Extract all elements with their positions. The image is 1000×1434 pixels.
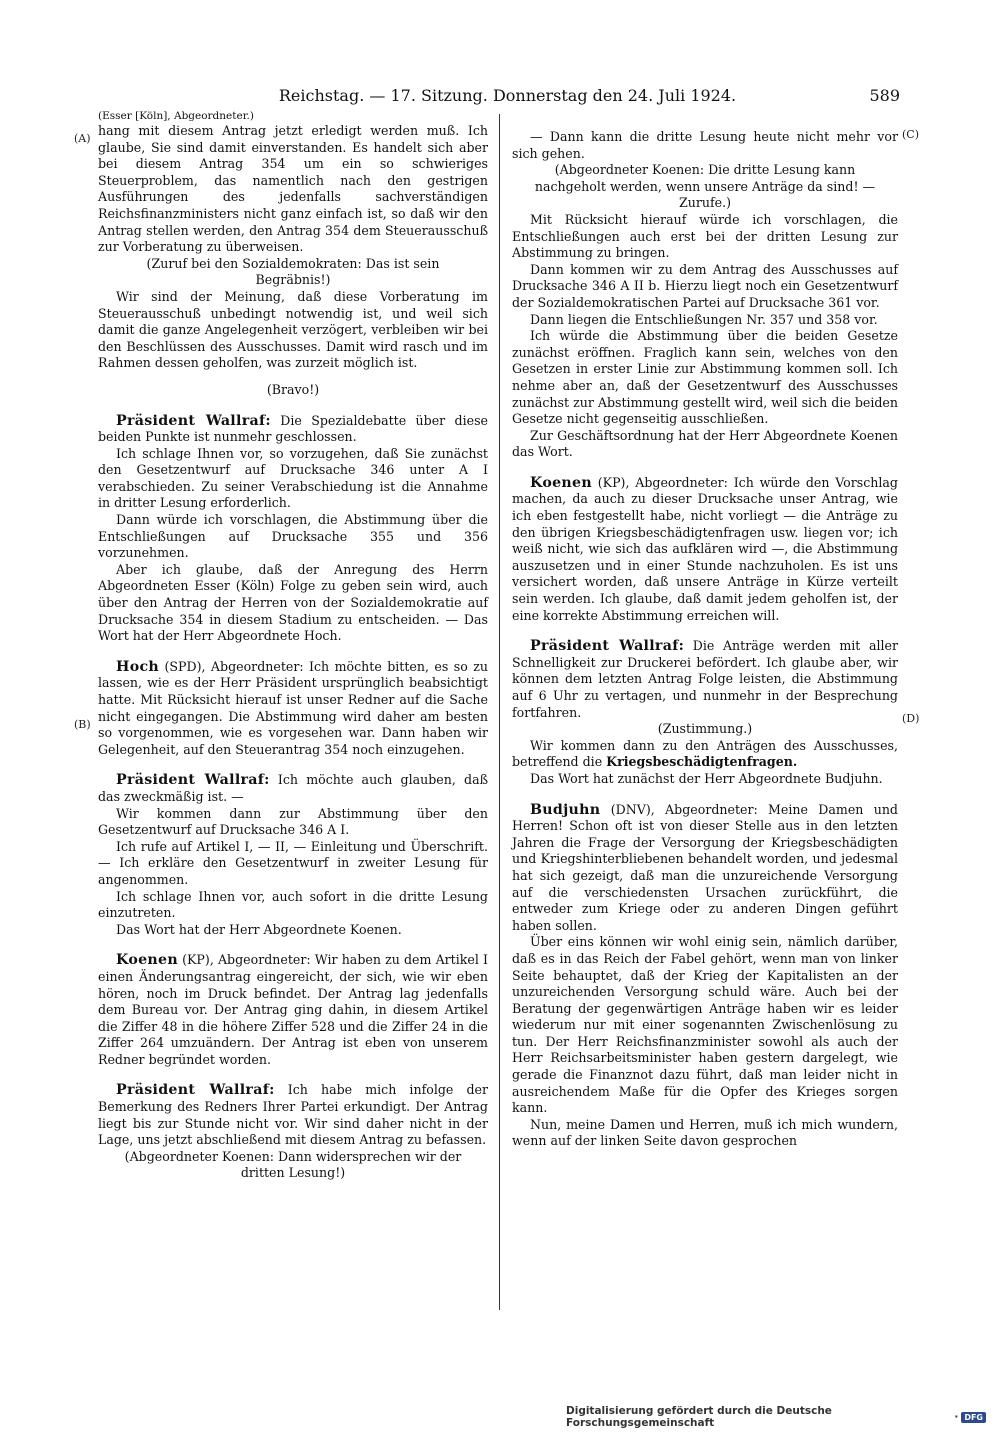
paragraph: hang mit diesem Antrag jetzt erledigt werden muß. Ich glaube, Sie sind damit einverstanden. Es handelt sich aber bei diesem Antrag 354 um ein so schwieriges Steuerproblem, das namentlich nach den gestrigen Ausführungen des jedenfalls sachverständigen Reichsfinanzministers nicht ganz einfach ist, so daß wir den Antrag stellen werden, den Antrag 354 dem Steuerausschuß zur Vorberatung zu überweisen. bbox=[98, 123, 488, 255]
speaker-name: Präsident Wallraf: bbox=[530, 638, 685, 655]
speaker-name: Präsident Wallraf: bbox=[116, 412, 271, 429]
interjection: (Zuruf bei den Sozialdemokraten: Das ist sein Begräbnis!) bbox=[146, 255, 440, 288]
speech-paragraph bbox=[98, 772, 488, 805]
speech-paragraph bbox=[512, 802, 898, 935]
paragraph: Wir sind der Meinung, daß diese Vorberatung im Steuerausschuß unbedingt notwendig ist, und weil sich damit die ganze Angelegenheit verzögert, verbleiben wir bei den Beschlüssen des Ausschusses. Damit wird rasch und im Rahmen dessen geholfen, was zurzeit möglich ist. bbox=[98, 288, 488, 371]
speech-text: Die Spezialdebatte über diese beiden Punkte ist nunmehr geschlossen. bbox=[98, 412, 489, 445]
speaker-name: Koenen bbox=[530, 474, 592, 491]
paragraph: — Dann kann die dritte Lesung heute nicht mehr vor sich gehen. bbox=[512, 129, 898, 161]
speech-text: Die Anträge werden mit aller Schnelligkeit zur Druckerei befördert. Ich glaube aber, wir können dem letzten Antrag Folge leisten, die Abstimmung auf 6 Uhr zu vertagen, und nunmehr in der Besprechung fortfahren. bbox=[512, 638, 899, 720]
paragraph: Zur Geschäftsordnung hat der Herr Abgeordnete Koenen das Wort. bbox=[512, 427, 898, 460]
paragraph: Dann liegen die Entschließungen Nr. 357 und 358 vor. bbox=[530, 311, 878, 327]
dfg-logo: DFG bbox=[961, 1412, 986, 1423]
speech-text: (KP), Abgeordneter: Ich würde den Vorschlag machen, da auch zu dieser Drucksache unser Antrag, wie ich eben festgestellt habe, nicht vorliegt — die Anträge zu den übrigen Kriegsbeschädigtenfragen usw. liegen vor; ich weiß nicht, wie sich das aufklären wird —, die Abstimmung auszusetzen und in einer Stunde nachzuholen. Es ist uns versichert worden, daß unsere Anträge in Kürze verteilt sein werden. Ich glaube, daß damit jedem geholfen ist, der eine korrekte Abstimmung erreichen will. bbox=[512, 474, 898, 623]
speaker-name: Präsident Wallraf: bbox=[116, 1082, 275, 1099]
page-header bbox=[115, 86, 900, 108]
page-number: 589 bbox=[869, 86, 900, 105]
paragraph: Dann würde ich vorschlagen, die Abstimmung über die Entschließungen auf Drucksache 355 und 356 vorzunehmen. bbox=[98, 512, 488, 561]
speech-text: Ich habe mich infolge der Bemerkung des Redners Ihrer Partei erkundigt. Der Antrag liegt bis zur Stunde nicht vor. Wir sind daher nicht in der Lage, uns jetzt abschließend mit diesem Antrag zu befassen. bbox=[98, 1082, 488, 1148]
speaker-name: Koenen bbox=[116, 952, 178, 969]
speech-paragraph bbox=[98, 413, 488, 446]
interjection: (Bravo!) bbox=[266, 381, 320, 397]
paragraph: Nun, meine Damen und Herren, muß ich mich wundern, wenn auf der linken Seite davon gesprochen bbox=[512, 1116, 898, 1149]
paragraph: Wir kommen dann zur Abstimmung über den Gesetzentwurf auf Drucksache 346 A I. bbox=[98, 805, 488, 838]
paragraph: Mit Rücksicht hierauf würde ich vorschlagen, die Entschließungen auch erst bei der dritten Lesung zur Abstimmung zu bringen. bbox=[512, 211, 898, 261]
interjection: (Zustimmung.) bbox=[657, 721, 753, 737]
column-divider bbox=[499, 114, 500, 1310]
footer-text: Digitalisierung gefördert durch die Deutsche Forschungsgemeinschaft bbox=[566, 1405, 832, 1429]
margin-marker-c: (C) bbox=[902, 128, 919, 141]
paragraph: Aber ich glaube, daß der Anregung des Herrn Abgeordneten Esser (Köln) Folge zu geben sein wird, auch über den Antrag der Herren von der Sozialdemokratie auf Drucksache 354 in diesem Stadium zu entscheiden. — Das Wort hat der Herr Abgeordnete Hoch. bbox=[98, 561, 488, 644]
paragraph: Dann kommen wir zu dem Antrag des Ausschusses auf Drucksache 346 A II b. Hierzu liegt noch ein Gesetzentwurf der Sozialdemokratischen Partei auf Drucksache 361 vor. bbox=[512, 261, 898, 310]
topic-heading: Kriegsbeschädigtenfragen. bbox=[606, 754, 798, 770]
paragraph: Ich schlage Ihnen vor, so vorzugehen, daß Sie zunächst den Gesetzentwurf auf Drucksache 346 unter A I verabschieden. Zu seiner Verabschiedung ist die Annahme in dritter Lesung erforderlich. bbox=[98, 445, 488, 511]
speech-text: (KP), Abgeordneter: Wir haben zu dem Artikel I einen Änderungsantrag eingereicht, der sich, wie wir eben hören, noch im Druck befindet. Der Antrag lag jedenfalls dem Bureau vor. Der Antrag ging dahin, in diesem Artikel die Ziffer 48 in die höhere Ziffer 528 und die Ziffer 24 in die Ziffer 264 umzuändern. Der Antrag ist eben von unserem Redner begründet worden. bbox=[98, 952, 488, 1067]
paragraph-text: Wir kommen dann zu den Anträgen des Ausschusses, betreffend die bbox=[512, 737, 898, 770]
speaker-name: Budjuhn bbox=[530, 801, 601, 818]
right-column bbox=[512, 129, 898, 1150]
speech-text: Ich möchte auch glauben, daß das zweckmäßig ist. — bbox=[98, 772, 488, 804]
speech-paragraph bbox=[512, 475, 898, 624]
paragraph: Das Wort hat zunächst der Herr Abgeordnete Budjuhn. bbox=[530, 770, 883, 786]
interjection: (Abgeordneter Koenen: Die dritte Lesung kann nachgeholt werden, wenn unsere Anträge da sind! — Zurufe.) bbox=[534, 162, 876, 211]
margin-marker-b: (B) bbox=[74, 718, 91, 731]
speech-paragraph bbox=[98, 1082, 488, 1148]
margin-marker-d: (D) bbox=[902, 712, 920, 725]
margin-marker-a: (A) bbox=[74, 132, 91, 145]
paragraph bbox=[512, 738, 898, 771]
speech-paragraph bbox=[98, 659, 488, 759]
left-column bbox=[98, 109, 488, 1182]
speech-text: (DNV), Abgeordneter: Meine Damen und Herren! Schon oft ist von dieser Stelle aus in den letzten Jahren die Frage der Versorgung der Kriegsbeschädigten und Kriegshinterbliebenen behandelt worden, und jedesmal hat sich gezeigt, daß man die unzureichende Versorgung auf die verschiedensten Ursachen zurückführt, die entweder zum Kriege oder zu anderen Dingen geführt haben sollen. bbox=[512, 801, 898, 933]
paragraph: Das Wort hat der Herr Abgeordnete Koenen. bbox=[116, 921, 402, 937]
speaker-name: Präsident Wallraf: bbox=[116, 772, 270, 789]
digitization-footer: Digitalisierung gefördert durch die Deutsche Forschungsgemeinschaft · DFG bbox=[566, 1409, 986, 1425]
paragraph: Ich schlage Ihnen vor, auch sofort in die dritte Lesung einzutreten. bbox=[98, 888, 488, 921]
speaker-name: Hoch bbox=[116, 658, 160, 675]
paragraph: Über eins können wir wohl einig sein, nämlich darüber, daß es in das Reich der Fabel gehört, wenn man von linker Seite behauptet, daß der Krieg der Kapitalisten an der unzureichenden Versorgung schuld wäre. Auch bei der Beratung der gegenwärtigen Anträge haben wir es leider wiederum nur mit einer sogenannten Zwischenlösung zu tun. Der Herr Reichsfinanzminister sowohl als auch der Herr Reichsarbeitsminister haben gestern dargelegt, wie gerade die Finanznot dazu führt, daß man leider nicht in ausreichendem Maße für die Opfer des Krieges sorgen kann. bbox=[512, 934, 898, 1116]
paragraph: Ich rufe auf Artikel I, — II, — Einleitung und Überschrift. — Ich erkläre den Gesetzentwurf in zweiter Lesung für angenommen. bbox=[98, 838, 488, 887]
speech-paragraph bbox=[98, 952, 488, 1068]
paragraph: Ich würde die Abstimmung über die beiden Gesetze zunächst eröffnen. Fraglich kann sein, welches von den Gesetzen in erster Linie zur Abstimmung kommen soll. Ich nehme aber an, daß der Gesetzentwurf des Ausschusses zunächst zur Abstimmung gestellt wird, weil sich die beiden Gesetze nicht gegenseitig ausschließen. bbox=[512, 328, 898, 427]
header-line: Reichstag. — 17. Sitzung. Donnerstag den 24. Juli 1924. bbox=[278, 86, 737, 105]
speaker-running-head: (Esser [Köln], Abgeordneter.) bbox=[98, 110, 254, 122]
interjection: (Abgeordneter Koenen: Dann widersprechen wir der dritten Lesung!) bbox=[124, 1148, 462, 1181]
speech-text: (SPD), Abgeordneter: Ich möchte bitten, es so zu lassen, wie es der Herr Präsident ursprünglich beabsichtigt hatte. Mit Rücksicht hierauf ist unser Redner auf die Sache nicht eingegangen. Die Abstimmung wird daher am besten so vorgenommen, wie es vorgesehen war. Dann haben wir Gelegenheit, auf den Steuerantrag 354 noch einzugehen. bbox=[98, 658, 488, 757]
speech-paragraph bbox=[512, 638, 898, 721]
